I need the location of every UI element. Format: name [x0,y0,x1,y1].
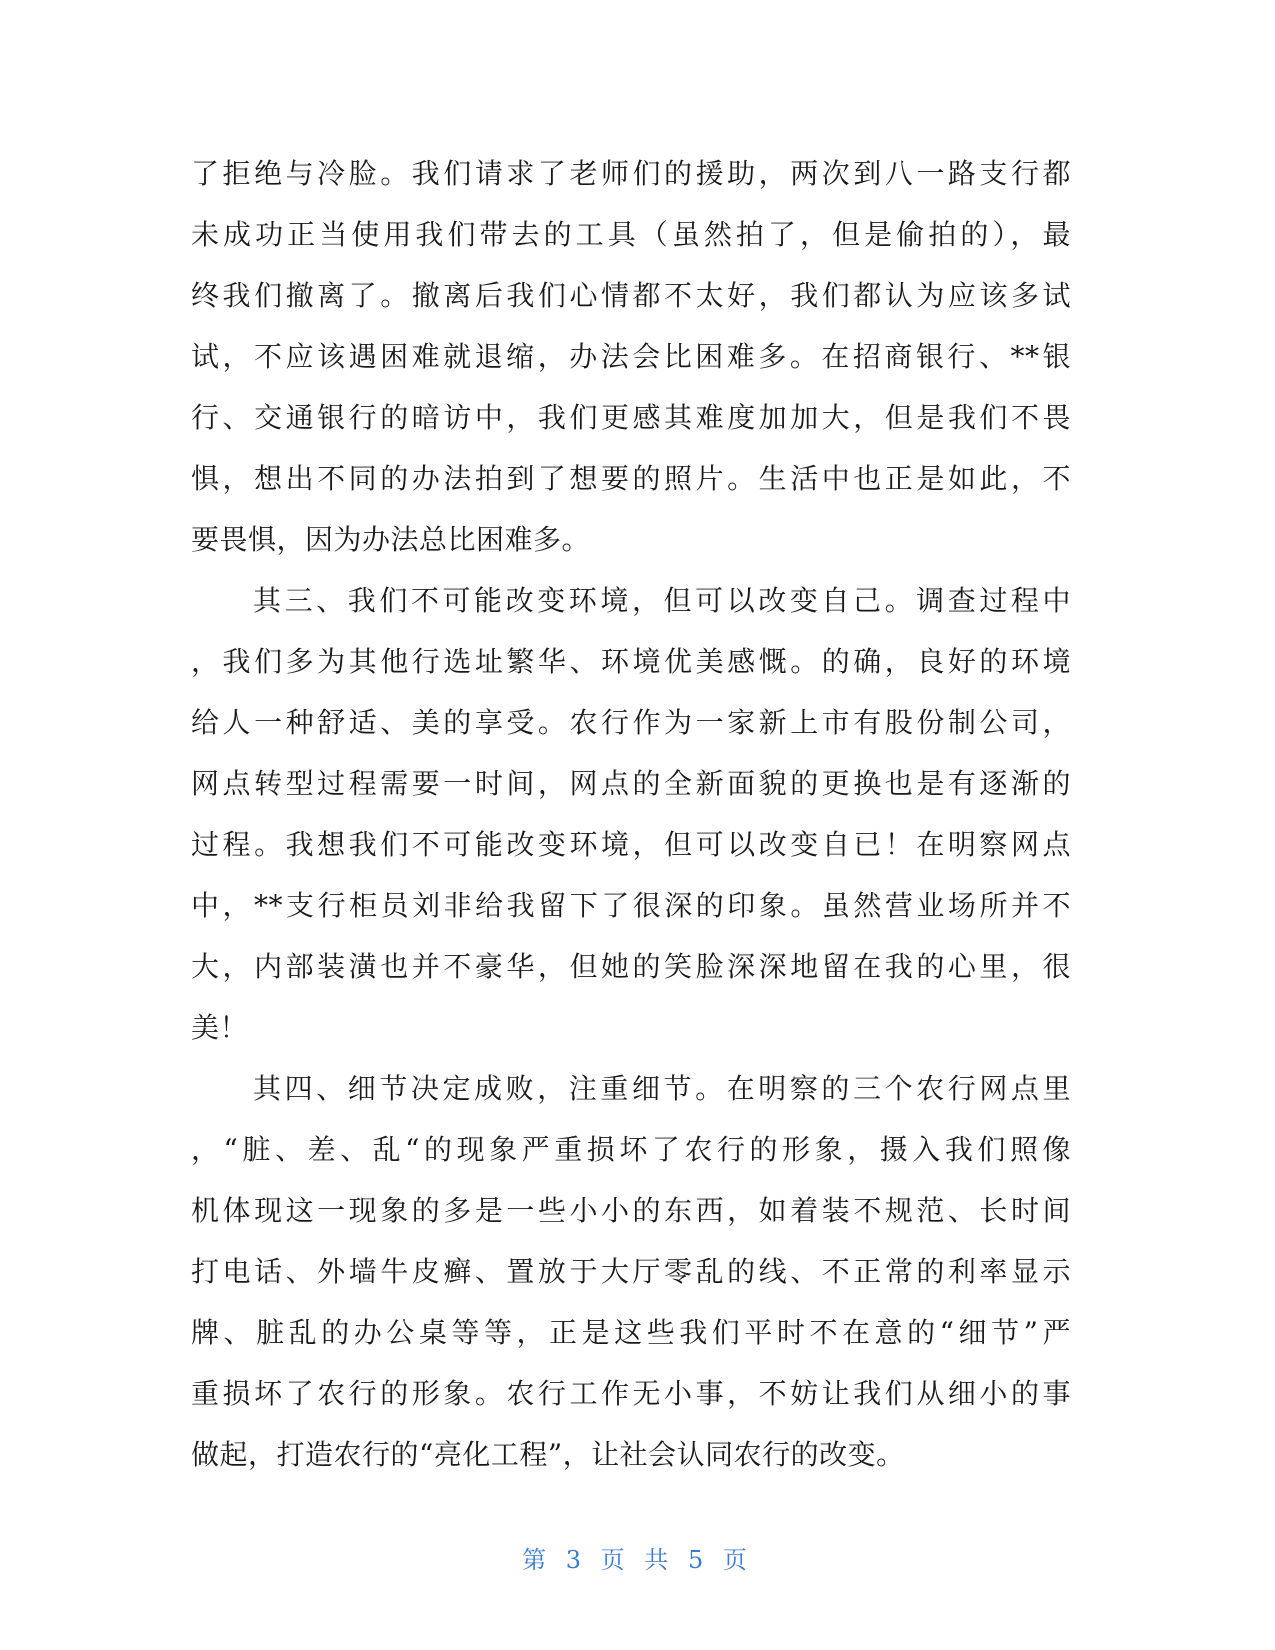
paragraph-start-line: 其四、细节决定成败，注重细节。在明察的三个农行网点里 [253,1072,1071,1105]
text-line: 行、交通银行的暗访中，我们更感其难度加加大，但是我们不畏 [191,401,1071,434]
text-line: 惧，想出不同的办法拍到了想要的照片。生活中也正是如此，不 [191,462,1071,495]
text-line: 打电话、外墙牛皮癣、置放于大厅零乱的线、不正常的利率显示 [191,1255,1071,1288]
text-line: 重损坏了农行的形象。农行工作无小事，不妨让我们从细小的事 [191,1377,1071,1410]
text-line: 要畏惧，因为办法总比困难多。 [191,523,591,556]
document-body [191,143,1071,1485]
text-line: ，我们多为其他行选址繁华、环境优美感慨。的确，良好的环境 [191,645,1071,678]
text-line: 了拒绝与冷脸。我们请求了老师们的援助，两次到八一路支行都 [191,157,1071,190]
text-line: 机体现这一现象的多是一些小小的东西，如着装不规范、长时间 [191,1194,1071,1227]
text-line: 美！ [191,1011,249,1044]
page-number-footer: 第 3 页 共 5 页 [522,1546,753,1574]
text-line: 试，不应该遇困难就退缩，办法会比困难多。在招商银行、**银 [191,340,1071,373]
text-line: 未成功正当使用我们带去的工具（虽然拍了，但是偷拍的），最 [191,218,1071,251]
text-line: 过程。我想我们不可能改变环境，但可以改变自已！在明察网点 [191,828,1071,861]
paragraph-start-line: 其三、我们不可能改变环境，但可以改变自己。调查过程中 [253,584,1071,617]
text-line: 做起，打造农行的“亮化工程”，让社会认同农行的改变。 [191,1438,905,1471]
text-line: 给人一种舒适、美的享受。农行作为一家新上市有股份制公司， [191,706,1071,739]
text-line: 终我们撤离了。撤离后我们心情都不太好，我们都认为应该多试 [191,279,1071,312]
text-line: 牌、脏乱的办公桌等等，正是这些我们平时不在意的“细节”严 [191,1316,1071,1349]
text-line: 中，**支行柜员刘非给我留下了很深的印象。虽然营业场所并不 [191,889,1071,922]
text-line: 大，内部装潢也并不豪华，但她的笑脸深深地留在我的心里，很 [191,950,1071,983]
text-line: ，“脏、差、乱“的现象严重损坏了农行的形象，摄入我们照像 [191,1133,1071,1166]
text-line: 网点转型过程需要一时间，网点的全新面貌的更换也是有逐渐的 [191,767,1071,800]
